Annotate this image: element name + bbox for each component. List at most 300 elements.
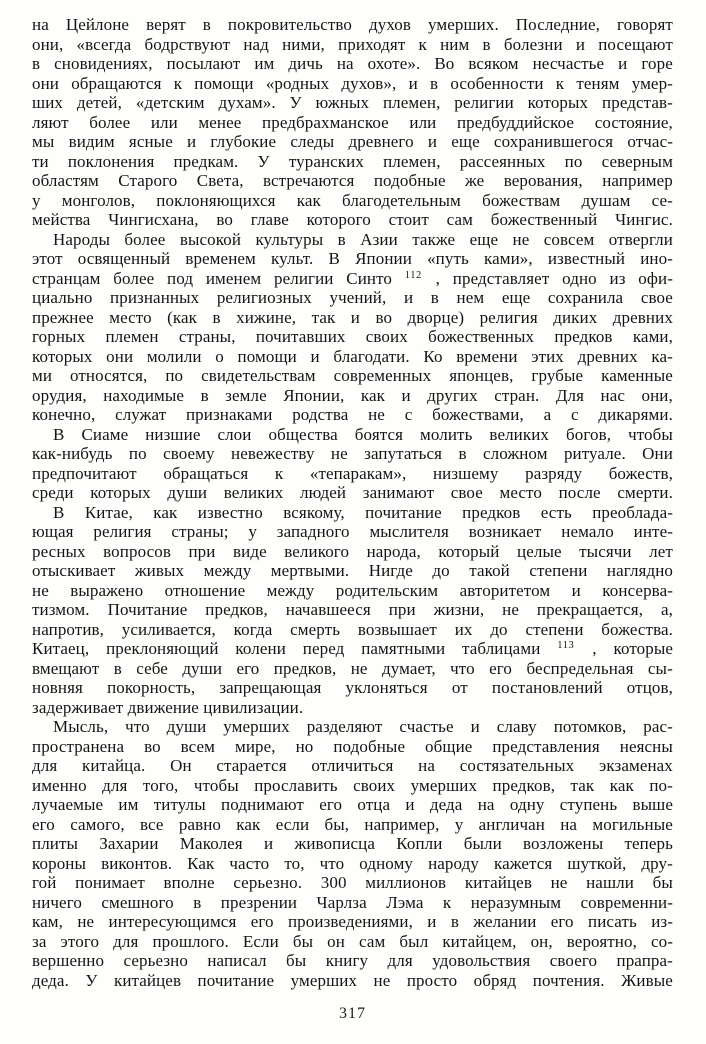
text-word: именем: [205, 268, 262, 288]
text-word: одну: [509, 795, 545, 814]
text-word: или: [409, 112, 437, 132]
text-word: сложном: [482, 444, 548, 463]
text-word: бодрствуют: [144, 34, 231, 54]
text-word: родительским: [335, 580, 439, 600]
text-word: смерти.: [617, 483, 673, 502]
text-word: из-: [651, 912, 673, 931]
text-word: Японии,: [283, 385, 345, 405]
text-word: детей,: [76, 93, 122, 112]
text-word: религии: [274, 268, 334, 288]
text-word: и: [401, 385, 411, 405]
text-word: горных: [32, 327, 86, 346]
text-word: жизни,: [433, 600, 485, 619]
text-word: целые: [517, 541, 562, 561]
text-word: его: [250, 912, 274, 931]
text-word: всякому,: [283, 502, 345, 522]
text-word: западного: [276, 522, 350, 541]
text-word: выражено: [70, 580, 144, 600]
text-word: отца: [357, 795, 391, 814]
text-word: страны;: [171, 522, 229, 541]
text-word: древних: [612, 307, 673, 327]
text-word: мейства: [32, 210, 91, 229]
text-line: [32, 971, 673, 991]
text-word: се-: [651, 190, 673, 210]
text-word: Лэма: [386, 892, 424, 912]
text-word: и: [575, 34, 586, 54]
text-word: рас-: [643, 717, 673, 736]
text-word: место: [109, 307, 152, 327]
text-word: разряду: [525, 463, 583, 483]
text-word: поклонения: [67, 151, 155, 171]
text-word: странцам: [32, 268, 101, 288]
text-word: на: [32, 15, 49, 34]
text-line: [32, 912, 673, 932]
text-word: более: [89, 112, 131, 132]
text-word: умер-: [631, 73, 673, 93]
text-line: [32, 93, 673, 113]
text-word: во: [144, 736, 161, 756]
text-line: [32, 951, 673, 971]
text-word: ляют: [32, 112, 69, 132]
text-line: [32, 74, 673, 94]
text-word: в: [450, 912, 459, 931]
paragraph: [32, 717, 673, 990]
text-word: сохранила: [547, 288, 624, 307]
text-word: еще: [469, 229, 499, 249]
text-word: религии: [454, 93, 514, 112]
text-word: поднимают: [221, 795, 304, 814]
text-word: короны: [32, 853, 87, 873]
text-word: ними,: [282, 34, 325, 54]
text-word: теням: [576, 73, 620, 93]
text-word: предков,: [492, 775, 556, 795]
text-word: которых: [32, 346, 93, 366]
text-word: серьезно: [123, 951, 188, 970]
text-word: напротив,: [32, 619, 104, 639]
text-word: не: [77, 912, 95, 931]
text-word: орудия,: [32, 385, 87, 405]
text-word: ками»,: [483, 249, 533, 268]
text-word: титулы: [153, 795, 206, 814]
text-word: вмещают: [32, 658, 100, 678]
text-word: Китае,: [84, 502, 133, 522]
text-word: начавшееся: [285, 600, 371, 619]
text-word: смешного: [101, 892, 174, 912]
text-word: чтобы: [628, 424, 673, 444]
text-word: горе: [641, 54, 673, 73]
text-word: своего: [549, 951, 598, 970]
text-line: задерживает движение цивилизации.: [32, 697, 304, 717]
text-word: верят: [146, 15, 186, 34]
text-word: видим: [68, 132, 115, 151]
text-word: «родных: [265, 73, 330, 93]
text-word: древнего: [348, 132, 414, 151]
text-word: временем: [185, 249, 256, 268]
text-word: божеств,: [608, 463, 673, 483]
text-word: находимые: [103, 385, 185, 405]
text-word: то,: [284, 853, 305, 873]
text-word: благодетельным: [342, 190, 461, 210]
text-word: слои: [217, 424, 252, 444]
text-word: божественных: [428, 327, 535, 346]
text-word: которые: [613, 639, 673, 658]
text-word: и: [264, 834, 274, 853]
text-word: этого: [60, 931, 100, 951]
text-word: совсем: [543, 229, 595, 249]
text-word: в: [193, 892, 202, 912]
text-word: как: [360, 385, 385, 405]
text-word: они,: [32, 34, 64, 54]
text-line: [32, 542, 673, 562]
text-line: [32, 35, 673, 55]
text-word: просто: [406, 970, 458, 990]
text-line: [32, 191, 673, 211]
text-word: (как: [167, 307, 198, 327]
text-word: так: [311, 307, 336, 327]
text-word: Синто: [346, 268, 392, 288]
text-word: отношение: [164, 580, 246, 600]
text-word: офи-: [638, 268, 673, 288]
text-line: [32, 425, 673, 445]
text-word: вероятно,: [566, 931, 637, 951]
text-word: Живые: [621, 970, 673, 990]
text-word: охоте».: [367, 54, 421, 73]
text-word: свое: [640, 288, 673, 307]
text-word: удовольствия: [432, 951, 531, 970]
text-word: Для: [555, 385, 585, 405]
text-word: состязательных: [459, 756, 575, 775]
text-word: беспредельная: [526, 658, 634, 678]
text-word: божествам: [482, 190, 561, 210]
text-word: посылают: [166, 54, 241, 73]
text-word: [557, 639, 575, 659]
text-word: низшие: [145, 424, 201, 444]
text-line: [32, 113, 673, 133]
text-line: [32, 366, 673, 386]
text-word: выше: [632, 795, 673, 814]
text-word: представ-: [602, 93, 673, 112]
text-word: более: [113, 268, 155, 288]
text-word: китайца.: [82, 756, 146, 775]
text-word: известно: [197, 502, 263, 522]
text-word: в: [212, 307, 221, 327]
text-word: в: [458, 444, 467, 463]
text-word: обращаются: [71, 73, 162, 93]
text-word: Азии: [360, 229, 398, 249]
text-word: «путь: [427, 249, 469, 268]
text-word: интересующимся: [108, 912, 237, 931]
text-word: души: [166, 717, 207, 736]
text-word: У: [289, 93, 302, 112]
text-word: не: [330, 444, 348, 463]
text-word: Света,: [196, 171, 244, 190]
text-word: вполне: [163, 873, 215, 892]
text-word: дру-: [641, 853, 673, 873]
text-word: которого: [306, 210, 371, 229]
text-word: равно: [178, 814, 222, 834]
text-word: современни-: [580, 892, 673, 912]
text-word: болезни: [503, 34, 563, 54]
text-word: культ.: [271, 249, 314, 268]
text-word: племен,: [382, 93, 441, 112]
text-word: он,: [530, 931, 553, 951]
text-word: к: [173, 73, 183, 93]
text-word: невежеству: [231, 444, 315, 463]
text-word: пространена: [32, 736, 125, 756]
text-word: земле: [225, 385, 267, 405]
text-word: виконтов.: [101, 853, 173, 873]
text-word: еще: [451, 132, 480, 151]
text-word: каменные: [601, 366, 673, 385]
text-word: лучаемые: [32, 795, 104, 814]
text-word: Захарии: [99, 834, 159, 853]
text-word: в: [430, 288, 439, 307]
text-word: В: [53, 424, 65, 444]
text-word: Они: [642, 444, 673, 463]
text-word: не: [373, 970, 391, 990]
text-word: как: [609, 775, 634, 795]
text-word: ритуале.: [563, 444, 626, 463]
text-word: вопросов: [103, 541, 171, 561]
text-word: признаками: [185, 405, 273, 424]
text-word: одному: [359, 853, 414, 873]
text-word: им: [118, 795, 139, 814]
text-word: Маколея: [179, 834, 243, 853]
text-word: и: [405, 795, 415, 814]
text-word: и: [427, 912, 437, 931]
text-word: обряд: [473, 970, 517, 990]
text-word: прекращается,: [536, 600, 644, 619]
text-word: В: [328, 249, 340, 268]
text-word: помощи: [237, 346, 297, 366]
text-word: кажется: [494, 853, 553, 873]
text-word: сохранившегося: [493, 132, 614, 151]
text-word: серьезно.: [233, 873, 303, 892]
text-line: [32, 483, 673, 503]
text-line: [32, 405, 673, 425]
paragraph: [32, 425, 673, 503]
text-word: подобные: [333, 736, 406, 756]
text-word: живых: [134, 561, 185, 580]
text-word: великих: [489, 424, 550, 444]
text-word: туранских: [288, 151, 364, 171]
text-word: у: [32, 190, 41, 210]
text-word: часто: [229, 853, 270, 873]
text-word: ясные: [128, 132, 173, 151]
text-word: религия: [93, 522, 152, 541]
text-word: благодати.: [333, 346, 410, 366]
text-line: [32, 269, 673, 289]
text-word: народа,: [366, 541, 421, 561]
text-word: «детским: [135, 93, 205, 112]
text-word: прошлого.: [152, 931, 229, 951]
text-word: уклоняться: [345, 678, 428, 697]
text-word: старается: [216, 756, 287, 775]
text-word: конечно,: [32, 405, 96, 424]
text-word: мыслителя: [369, 522, 449, 541]
text-word: прежнее: [32, 307, 94, 327]
text-word: бы: [286, 951, 307, 970]
text-word: ступень: [559, 795, 618, 814]
footnote-ref: 112: [404, 269, 422, 281]
text-line: [32, 620, 673, 640]
text-word: Сиаме: [81, 424, 129, 444]
text-word: отыскивает: [32, 561, 116, 580]
text-word: представляет: [452, 268, 550, 288]
text-word: Если: [242, 931, 279, 951]
text-word: души: [167, 483, 208, 502]
text-word: презрении: [220, 892, 298, 912]
text-word: помощи: [194, 73, 254, 93]
text-line: [32, 639, 673, 659]
text-line: [32, 54, 673, 74]
text-word: этот: [32, 249, 63, 268]
text-word: состояние,: [594, 112, 673, 132]
text-word: которых: [90, 483, 151, 502]
text-word: ,: [592, 639, 597, 658]
text-word: прославить: [254, 775, 338, 795]
text-word: степени: [525, 619, 584, 639]
text-word: дворце): [407, 307, 465, 327]
text-word: Старого: [118, 171, 178, 190]
text-word: могильные: [592, 814, 673, 834]
text-word: для: [32, 756, 58, 775]
text-word: Последние,: [515, 15, 600, 34]
text-word: например: [602, 171, 673, 190]
text-word: при: [188, 541, 216, 561]
text-line: [32, 132, 673, 152]
text-word: У: [85, 970, 98, 990]
text-word: духов»,: [341, 73, 397, 93]
text-word: поклоняющихся: [156, 190, 276, 210]
text-word: стран.: [494, 385, 540, 405]
text-word: духов: [368, 15, 411, 34]
text-word: предпочитают: [32, 463, 137, 483]
text-line: [32, 561, 673, 581]
text-word: которых: [527, 93, 589, 112]
text-word: так: [570, 775, 595, 795]
text-word: и: [403, 288, 414, 307]
text-word: предков,: [205, 600, 268, 619]
text-word: людей: [300, 483, 347, 502]
text-word: а,: [660, 600, 673, 619]
text-line: [32, 717, 673, 737]
text-word: и: [310, 346, 320, 366]
text-line: [32, 444, 673, 464]
text-word: возложены: [523, 834, 604, 853]
text-word: не: [502, 600, 519, 619]
text-word: произведениями,: [287, 912, 413, 931]
text-word: в: [337, 229, 346, 249]
text-word: предбрахманское: [262, 112, 389, 132]
text-line: [32, 854, 673, 874]
text-word: англичан: [478, 814, 545, 834]
text-word: божествами,: [432, 405, 524, 424]
text-word: его: [319, 795, 343, 814]
text-word: Нигде: [368, 561, 413, 580]
text-word: счастье: [399, 717, 454, 736]
text-word: плиты: [32, 834, 79, 853]
text-line: [32, 308, 673, 328]
text-word: подобные: [373, 171, 446, 190]
text-word: высокой: [179, 229, 242, 249]
text-word: и: [427, 132, 438, 151]
text-word: еще: [501, 288, 531, 307]
text-word: на: [418, 756, 435, 775]
text-word: с: [404, 405, 413, 424]
text-word: они: [32, 73, 59, 93]
text-word: у: [454, 814, 464, 834]
text-word: не: [550, 873, 568, 892]
text-word: предкам.: [173, 151, 239, 171]
text-word: отчас-: [627, 132, 673, 151]
text-line: [32, 522, 673, 542]
text-word: боятся: [354, 424, 404, 444]
text-word: смерть: [290, 619, 341, 639]
text-word: таблицами: [462, 639, 541, 658]
text-word: были: [463, 834, 502, 853]
text-word: приходят: [338, 34, 406, 54]
text-word: и: [571, 580, 581, 600]
text-word: о: [215, 346, 224, 366]
text-word: молить: [420, 424, 473, 444]
text-word: главе: [250, 210, 289, 229]
text-word: китайцем,: [442, 931, 517, 951]
text-word: верования,: [503, 171, 583, 190]
text-word: Как: [187, 853, 215, 873]
text-word: всяком: [468, 54, 519, 73]
text-word: занимают: [362, 483, 435, 502]
text-word: «тепаракам»,: [309, 463, 407, 483]
text-line: [32, 932, 673, 952]
text-word: почтения.: [532, 970, 605, 990]
text-word: у: [248, 522, 257, 541]
text-word: среди: [32, 483, 74, 502]
text-word: великих: [223, 483, 284, 502]
text-word: в: [482, 34, 491, 54]
text-line: [32, 600, 673, 620]
text-word: признанных: [110, 288, 200, 307]
text-line: [32, 210, 673, 230]
text-word: Мысль,: [53, 717, 109, 736]
text-word: новняя: [32, 678, 83, 697]
text-word: ками,: [632, 327, 673, 346]
text-word: а: [543, 405, 552, 424]
text-word: перед: [302, 639, 345, 658]
text-word: ,: [435, 268, 441, 288]
text-word: Японии: [355, 249, 412, 268]
text-word: и: [187, 132, 197, 151]
text-word: преоблада-: [592, 502, 673, 522]
text-word: прапра-: [616, 951, 673, 970]
text-word: для: [113, 931, 139, 951]
text-word: мертвыми.: [270, 561, 350, 580]
text-word: и: [618, 54, 628, 73]
text-word: не: [512, 229, 530, 249]
text-word: во: [216, 210, 234, 229]
text-word: его: [550, 912, 574, 931]
text-word: во: [375, 307, 393, 327]
text-word: для: [387, 951, 413, 970]
text-word: славу: [496, 717, 537, 736]
text-line: [32, 230, 673, 250]
text-word: живописца: [294, 834, 376, 853]
text-word: предков: [554, 327, 613, 346]
text-word: если: [275, 814, 310, 834]
text-word: [405, 269, 423, 289]
text-word: Китаец,: [32, 639, 90, 658]
text-word: Цейлоне: [65, 15, 130, 34]
